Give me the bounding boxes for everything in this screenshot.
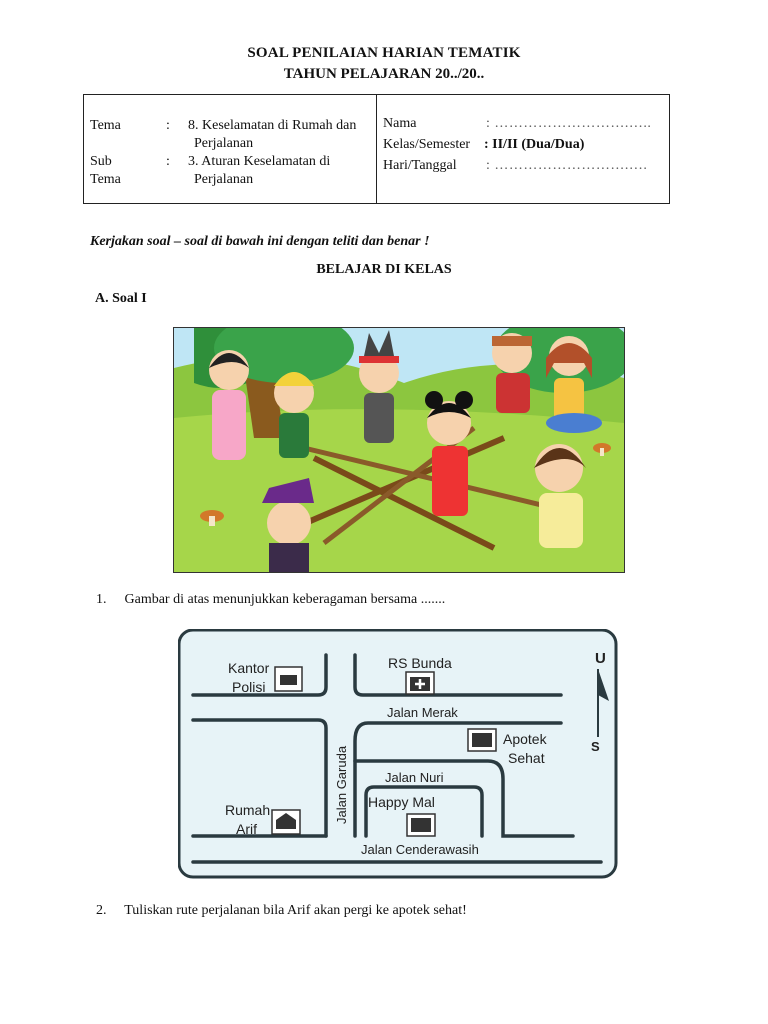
police-station-icon	[275, 667, 302, 691]
jalan-cenderawasih-label: Jalan Cenderawasih	[361, 842, 479, 857]
kelas-value: : II/II (Dua/Dua)	[484, 137, 585, 152]
question-2-number: 2.	[96, 903, 107, 918]
jalan-merak-label: Jalan Merak	[387, 705, 458, 720]
question-1-text: Gambar di atas menunjukkan keberagaman bersama .......	[124, 592, 446, 607]
mall-icon	[407, 814, 435, 836]
nama-label: Nama	[383, 116, 417, 131]
school-year: TAHUN PELAJARAN 20../20..	[283, 66, 485, 82]
south-label: S	[591, 739, 600, 754]
soal-title: A. Soal I	[95, 291, 147, 306]
tema-label: Tema	[90, 118, 121, 133]
document-title: SOAL PENILAIAN HARIAN TEMATIK	[247, 45, 521, 61]
subtema-label: Sub Tema	[90, 154, 121, 187]
instruction: Kerjakan soal – soal di bawah ini dengan teliti dan benar !	[90, 234, 430, 249]
happy-mal-label: Happy Mal	[368, 794, 435, 810]
kantor-label-line2: Polisi	[232, 679, 266, 695]
hospital-icon	[406, 672, 434, 694]
children-playing-illustration	[173, 327, 625, 573]
rumah-label-line1: Rumah	[225, 802, 271, 818]
pharmacy-icon	[468, 729, 496, 751]
question-1-number: 1.	[96, 592, 107, 607]
question-2	[96, 903, 467, 919]
nama-field[interactable]: : ……………………….…..	[486, 116, 652, 131]
question-1	[96, 592, 445, 608]
apotek-label-line2: Sehat	[508, 750, 545, 766]
map-svg	[178, 629, 618, 879]
hari-field[interactable]: : ……………………….….	[486, 158, 648, 173]
illustration-svg	[174, 328, 624, 572]
rumah-label-line2: Arif	[236, 821, 257, 837]
tema-colon: :	[166, 118, 170, 133]
north-label: U	[595, 650, 606, 667]
tema-value-line1: 8. Keselamatan di Rumah dan	[188, 118, 357, 133]
question-2-text: Tuliskan rute perjalanan bila Arif akan pergi ke apotek sehat!	[124, 903, 467, 918]
rs-bunda-label: RS Bunda	[388, 655, 452, 671]
subtema-value-line1: 3. Aturan Keselamatan di	[188, 154, 331, 169]
info-table	[83, 94, 670, 204]
route-map	[178, 629, 618, 879]
kelas-label: Kelas/Semester	[383, 137, 471, 152]
section-title: BELAJAR DI KELAS	[316, 262, 452, 277]
jalan-nuri-label: Jalan Nuri	[385, 770, 444, 785]
kantor-label-line1: Kantor	[228, 660, 270, 676]
tema-value-line2: Perjalanan	[194, 136, 254, 151]
apotek-label-line1: Apotek	[503, 731, 547, 747]
subtema-colon: :	[166, 154, 170, 169]
jalan-garuda-label: Jalan Garuda	[334, 745, 349, 824]
subtema-value-line2: Perjalanan	[194, 172, 254, 187]
hari-label: Hari/Tanggal	[383, 158, 457, 173]
house-icon	[272, 810, 300, 834]
